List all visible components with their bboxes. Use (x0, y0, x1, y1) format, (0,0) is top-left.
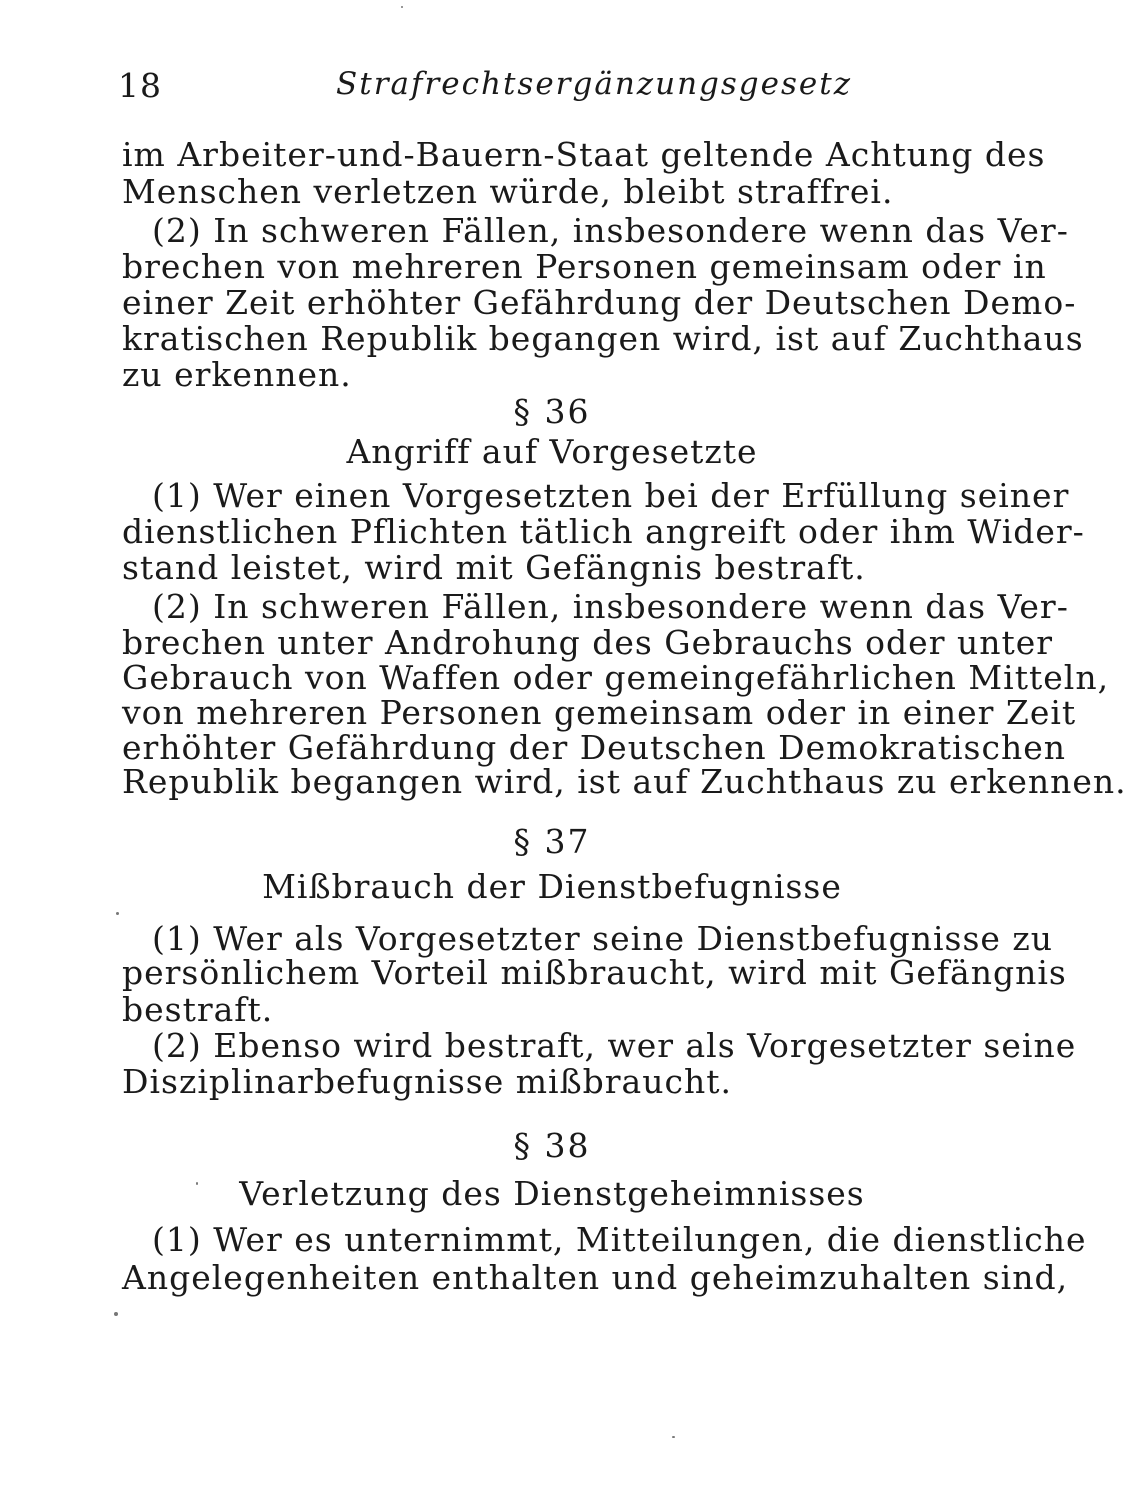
page-header (118, 66, 978, 110)
text-line: persönlichem Vorteil mißbraucht, wird mit Gefängnis (122, 953, 1067, 992)
text-line: bestraft. (122, 990, 274, 1029)
scan-speck (672, 1436, 675, 1438)
text-line: von mehreren Personen gemeinsam oder in einer Zeit (122, 693, 1077, 732)
scan-speck (114, 1312, 118, 1316)
text-line: zu erkennen. (122, 355, 352, 394)
paragraph-start-line: (2) In schweren Fällen, insbesondere wenn das Ver- (152, 211, 1069, 250)
scan-speck (116, 912, 119, 915)
section-number: § 37 (513, 822, 591, 861)
scan-speck (401, 6, 403, 8)
text-line: im Arbeiter-und-Bauern-Staat geltende Achtung des (122, 135, 1046, 174)
running-title: Strafrechtsergänzungsgesetz (336, 66, 853, 102)
paragraph-start-line: (1) Wer als Vorgesetzter seine Dienstbefugnisse zu (152, 919, 1054, 958)
text-line: Gebrauch von Waffen oder gemeingefährlichen Mitteln, (122, 658, 1110, 697)
paragraph-start-line: (2) In schweren Fällen, insbesondere wenn das Ver- (152, 587, 1069, 626)
paragraph-start-line: (1) Wer es unternimmt, Mitteilungen, die dienstliche (152, 1220, 1087, 1259)
text-line: stand leistet, wird mit Gefängnis bestraft. (122, 548, 866, 587)
text-line: dienstlichen Pflichten tätlich angreift oder ihm Wider- (122, 512, 1085, 551)
text-line: Menschen verletzen würde, bleibt straffrei. (122, 172, 894, 211)
text-line: Republik begangen wird, ist auf Zuchthaus zu erkennen. (122, 762, 1127, 801)
text-line: erhöhter Gefährdung der Deutschen Demokratischen (122, 728, 1067, 767)
section-number: § 36 (513, 392, 591, 431)
text-line: Angelegenheiten enthalten und geheimzuhalten sind, (122, 1258, 1069, 1297)
paragraph-start-line: (1) Wer einen Vorgesetzten bei der Erfüllung seiner (152, 476, 1070, 515)
text-line: brechen von mehreren Personen gemeinsam oder in (122, 247, 1047, 286)
page-number: 18 (118, 66, 162, 105)
text-line: Disziplinarbefugnisse mißbraucht. (122, 1062, 732, 1101)
text-line: kratischen Republik begangen wird, ist auf Zuchthaus (122, 319, 1084, 358)
scan-speck (196, 1182, 198, 1185)
text-line: brechen unter Androhung des Gebrauchs oder unter (122, 623, 1054, 662)
section-heading: Mißbrauch der Dienstbefugnisse (262, 867, 842, 906)
text-line: einer Zeit erhöhter Gefährdung der Deutschen Demo- (122, 283, 1077, 322)
paragraph-start-line: (2) Ebenso wird bestraft, wer als Vorgesetzter seine (152, 1026, 1077, 1065)
section-heading: Verletzung des Dienstgeheimnisses (239, 1174, 865, 1213)
section-number: § 38 (513, 1126, 591, 1165)
section-heading: Angriff auf Vorgesetzte (346, 432, 758, 471)
